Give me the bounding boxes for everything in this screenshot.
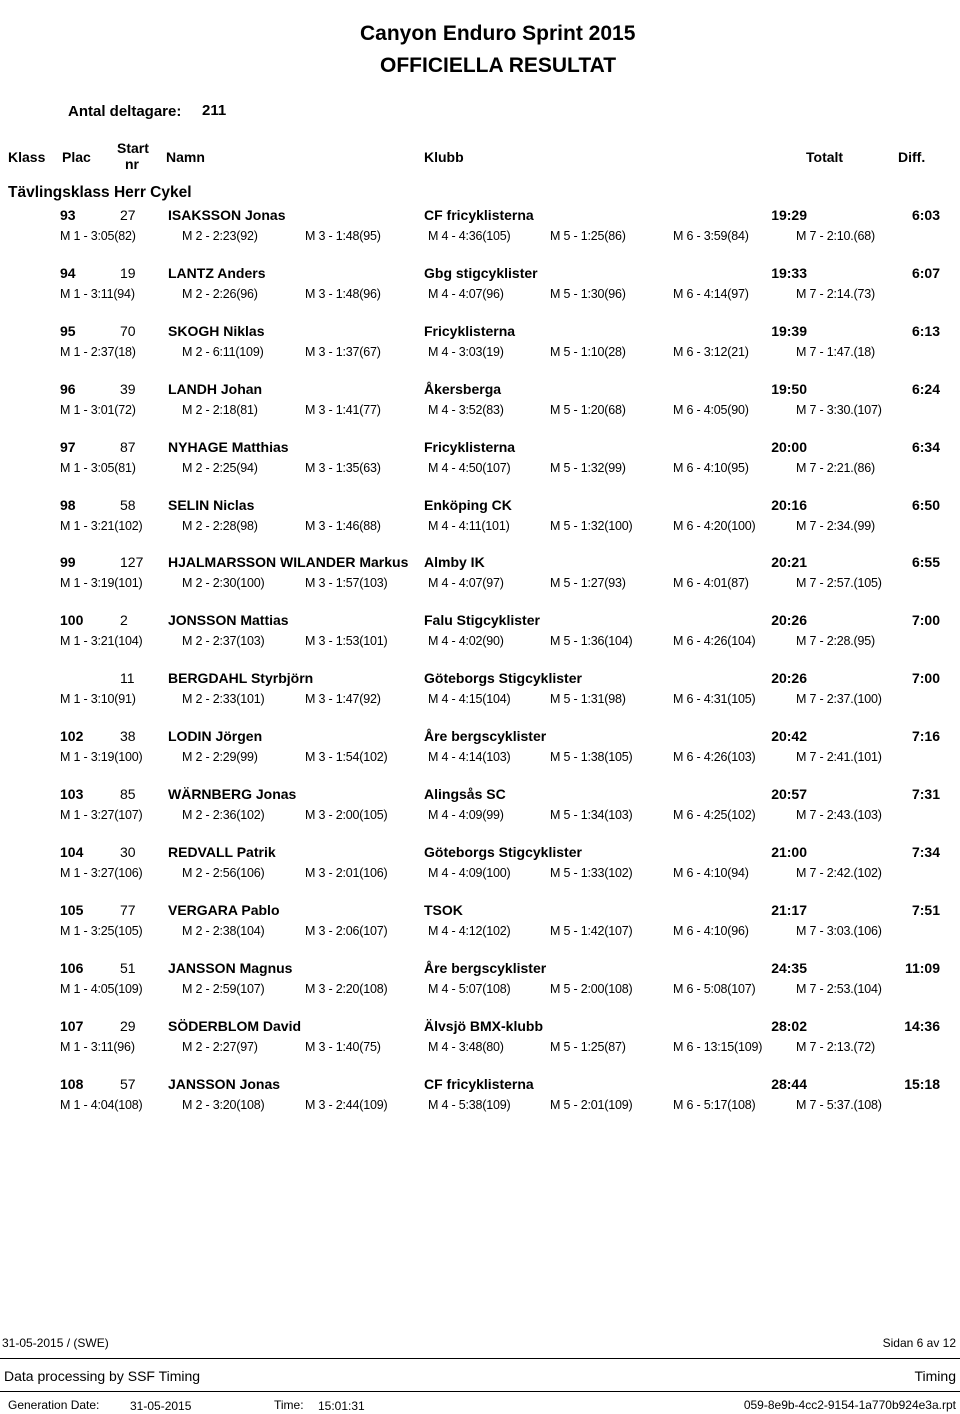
segment-time: M 5 - 1:25(87) xyxy=(550,1039,626,1054)
segment-time: M 5 - 1:10(28) xyxy=(550,344,626,359)
segment-time: M 1 - 3:21(102) xyxy=(60,518,143,533)
club-name: CF fricyklisterna xyxy=(424,207,534,223)
segment-time: M 2 - 2:36(102) xyxy=(182,808,265,822)
rider-name: NYHAGE Matthias xyxy=(168,438,289,455)
placement: 104 xyxy=(60,843,84,860)
start-number: 2 xyxy=(120,612,128,629)
result-entry xyxy=(0,439,960,497)
segment-time: M 4 - 4:09(100) xyxy=(428,865,511,880)
time-value: 15:01:31 xyxy=(318,1399,365,1413)
col-namn: Namn xyxy=(166,149,205,165)
placement: 96 xyxy=(60,380,76,397)
rider-name: LANTZ Anders xyxy=(168,264,266,281)
time-label: Time: xyxy=(274,1398,304,1412)
placement: 100 xyxy=(60,612,84,629)
segment-time: M 2 - 2:27(97) xyxy=(182,1039,258,1054)
club-name: Alingsås SC xyxy=(424,786,506,802)
rider-name: JANSSON Magnus xyxy=(168,959,293,976)
segment-time: M 6 - 4:10(95) xyxy=(673,460,749,475)
segment-time: M 4 - 4:02(90) xyxy=(428,634,504,649)
segment-time: M 7 - 2:37.(100) xyxy=(796,692,882,707)
segment-time: M 1 - 3:27(106) xyxy=(60,865,143,880)
rider-name: ISAKSSON Jonas xyxy=(168,207,286,223)
segment-time: M 3 - 2:00(105) xyxy=(305,808,388,822)
col-klubb: Klubb xyxy=(424,149,464,165)
total-time: 24:35 xyxy=(771,959,807,976)
segment-time: M 1 - 3:05(81) xyxy=(60,460,136,475)
segment-time: M 3 - 1:37(67) xyxy=(305,344,381,359)
club-name: Göteborgs Stigcyklister xyxy=(424,670,582,687)
club-name: Almby IK xyxy=(424,554,485,571)
club-name: Åre bergscyklister xyxy=(424,959,547,976)
segment-time: M 1 - 4:05(109) xyxy=(60,981,143,996)
segment-time: M 7 - 2:43.(103) xyxy=(796,808,882,822)
club-name: Älvsjö BMX-klubb xyxy=(424,1017,544,1034)
segment-time: M 6 - 4:26(104) xyxy=(673,634,756,649)
time-diff: 6:13 xyxy=(911,322,940,339)
placement: 93 xyxy=(60,207,76,223)
segment-time: M 1 - 3:05(82) xyxy=(60,229,136,243)
start-number: 11 xyxy=(120,670,135,687)
segment-time: M 2 - 2:30(100) xyxy=(182,576,265,591)
time-diff: 7:00 xyxy=(911,670,940,687)
placement: 95 xyxy=(60,322,76,339)
segment-time: M 7 - 5:37.(108) xyxy=(796,1097,882,1112)
segment-time: M 2 - 2:29(99) xyxy=(182,750,258,765)
segment-time: M 3 - 1:35(63) xyxy=(305,460,381,475)
result-entry xyxy=(0,786,960,844)
start-number: 27 xyxy=(120,207,136,223)
start-number: 30 xyxy=(120,843,136,860)
segment-time: M 4 - 5:07(108) xyxy=(428,981,511,996)
total-time: 19:33 xyxy=(771,264,807,281)
rider-name: LANDH Johan xyxy=(168,380,263,397)
club-name: Åkersberga xyxy=(424,380,502,397)
segment-time: M 1 - 3:19(101) xyxy=(60,576,143,591)
col-diff: Diff. xyxy=(898,149,926,165)
segment-time: M 1 - 3:21(104) xyxy=(60,634,143,649)
segment-time: M 2 - 2:25(94) xyxy=(182,460,258,475)
rider-name: VERGARA Pablo xyxy=(168,901,280,918)
placement: 98 xyxy=(60,496,76,513)
segment-time: M 7 - 2:57.(105) xyxy=(796,576,882,591)
club-name: Gbg stigcyklister xyxy=(424,264,538,281)
segment-time: M 7 - 2:28.(95) xyxy=(796,634,875,649)
col-plac: Plac xyxy=(62,149,91,165)
segment-time: M 2 - 2:23(92) xyxy=(182,229,258,243)
segment-time: M 1 - 3:25(105) xyxy=(60,923,143,938)
segment-time: M 3 - 2:20(108) xyxy=(305,981,388,996)
col-totalt: Totalt xyxy=(806,149,844,165)
segment-time: M 2 - 2:59(107) xyxy=(182,981,265,996)
total-time: 20:16 xyxy=(771,496,807,513)
start-number: 77 xyxy=(120,901,136,918)
section-title: Tävlingsklass Herr Cykel xyxy=(8,184,192,201)
result-entry xyxy=(0,902,960,960)
segment-time: M 2 - 2:56(106) xyxy=(182,865,265,880)
segment-time: M 5 - 1:36(104) xyxy=(550,634,633,649)
segment-time: M 3 - 1:57(103) xyxy=(305,576,388,591)
segment-time: M 3 - 2:06(107) xyxy=(305,923,388,938)
time-diff: 11:09 xyxy=(904,959,940,976)
rider-name: LODIN Jörgen xyxy=(168,728,263,745)
segment-time: M 5 - 1:32(100) xyxy=(550,518,633,533)
segment-time: M 7 - 2:41.(101) xyxy=(796,750,882,765)
placement: 94 xyxy=(60,264,76,281)
segment-time: M 6 - 13:15(109) xyxy=(673,1039,763,1054)
placement: 102 xyxy=(60,728,84,745)
segment-time: M 6 - 4:20(100) xyxy=(673,518,756,533)
segment-time: M 5 - 1:38(105) xyxy=(550,750,633,765)
total-time: 19:29 xyxy=(771,207,807,223)
result-entry xyxy=(0,207,960,265)
report-subtitle: OFFICIELLA RESULTAT xyxy=(380,54,617,77)
segment-time: M 4 - 4:11(101) xyxy=(428,518,510,533)
segment-time: M 6 - 5:08(107) xyxy=(673,981,756,996)
segment-time: M 1 - 3:11(94) xyxy=(60,286,135,301)
segment-time: M 6 - 3:59(84) xyxy=(673,229,749,243)
placement: 108 xyxy=(60,1075,84,1092)
segment-time: M 6 - 4:10(94) xyxy=(673,865,749,880)
total-time: 21:17 xyxy=(771,901,807,918)
segment-time: M 5 - 1:25(86) xyxy=(550,229,626,243)
segment-time: M 7 - 2:10.(68) xyxy=(796,229,875,243)
club-name: CF fricyklisterna xyxy=(424,1075,534,1092)
segment-time: M 7 - 2:14.(73) xyxy=(796,286,875,301)
start-number: 57 xyxy=(120,1075,136,1092)
start-number: 58 xyxy=(120,496,136,513)
footer-divider-top xyxy=(0,1358,960,1359)
segment-time: M 7 - 2:21.(86) xyxy=(796,460,875,475)
segment-time: M 4 - 4:36(105) xyxy=(428,229,511,243)
segment-time: M 5 - 1:31(98) xyxy=(550,692,626,707)
segment-time: M 6 - 4:14(97) xyxy=(673,286,749,301)
segment-time: M 4 - 4:14(103) xyxy=(428,750,511,765)
segment-time: M 5 - 1:32(99) xyxy=(550,460,626,475)
segment-time: M 5 - 1:42(107) xyxy=(550,923,633,938)
segment-time: M 4 - 4:15(104) xyxy=(428,692,511,707)
segment-time: M 3 - 1:46(88) xyxy=(305,518,381,533)
time-diff: 6:24 xyxy=(911,380,940,397)
report-file: 059-8e9b-4cc2-9154-1a770b924e3a.rpt xyxy=(743,1398,956,1412)
segment-time: M 1 - 4:04(108) xyxy=(60,1097,143,1112)
time-diff: 6:55 xyxy=(911,554,940,571)
total-time: 28:44 xyxy=(771,1075,807,1092)
segment-time: M 5 - 1:34(103) xyxy=(550,808,633,822)
time-diff: 14:36 xyxy=(904,1017,940,1034)
segment-time: M 2 - 3:20(108) xyxy=(182,1097,265,1112)
segment-time: M 1 - 3:27(107) xyxy=(60,808,143,822)
rider-name: SKOGH Niklas xyxy=(168,322,265,339)
placement: 107 xyxy=(60,1017,84,1034)
segment-time: M 4 - 5:38(109) xyxy=(428,1097,511,1112)
time-diff: 7:51 xyxy=(911,901,940,918)
generation-date-label: Generation Date: xyxy=(8,1398,100,1412)
segment-time: M 7 - 2:53.(104) xyxy=(796,981,882,996)
result-entry xyxy=(0,612,960,670)
club-name: Fricyklisterna xyxy=(424,322,516,339)
total-time: 20:21 xyxy=(771,554,807,571)
segment-time: M 2 - 2:28(98) xyxy=(182,518,258,533)
placement: 97 xyxy=(60,438,76,455)
col-nr: nr xyxy=(125,156,139,172)
generation-date: 31-05-2015 xyxy=(130,1399,192,1413)
rider-name: SELIN Niclas xyxy=(168,496,255,513)
rider-name: REDVALL Patrik xyxy=(168,843,276,860)
time-diff: 6:07 xyxy=(911,264,940,281)
placement: 103 xyxy=(60,786,84,802)
segment-time: M 1 - 3:19(100) xyxy=(60,750,143,765)
segment-time: M 3 - 1:53(101) xyxy=(305,634,388,649)
result-entry xyxy=(0,1018,960,1076)
segment-time: M 1 - 3:01(72) xyxy=(60,402,136,417)
segment-time: M 3 - 1:41(77) xyxy=(305,402,381,417)
segment-time: M 6 - 4:05(90) xyxy=(673,402,749,417)
rider-name: SÖDERBLOM David xyxy=(168,1017,302,1034)
segment-time: M 5 - 1:27(93) xyxy=(550,576,626,591)
segment-time: M 1 - 3:10(91) xyxy=(60,692,136,707)
segment-time: M 4 - 3:52(83) xyxy=(428,402,504,417)
result-entry xyxy=(0,844,960,902)
start-number: 38 xyxy=(120,728,136,745)
segment-time: M 5 - 1:33(102) xyxy=(550,865,633,880)
result-entry xyxy=(0,670,960,728)
total-time: 28:02 xyxy=(771,1017,807,1034)
time-diff: 7:34 xyxy=(911,843,940,860)
segment-time: M 3 - 1:54(102) xyxy=(305,750,388,765)
club-name: Enköping CK xyxy=(424,496,512,513)
segment-time: M 3 - 1:40(75) xyxy=(305,1039,381,1054)
segment-time: M 6 - 4:25(102) xyxy=(673,808,756,822)
segment-time: M 6 - 4:10(96) xyxy=(673,923,749,938)
total-time: 20:00 xyxy=(771,438,807,455)
segment-time: M 6 - 4:01(87) xyxy=(673,576,749,591)
segment-time: M 2 - 2:38(104) xyxy=(182,923,265,938)
placement: 99 xyxy=(60,554,76,571)
segment-time: M 3 - 1:48(96) xyxy=(305,286,381,301)
report-title: Canyon Enduro Sprint 2015 xyxy=(360,22,636,45)
time-diff: 6:03 xyxy=(911,207,940,223)
club-name: Falu Stigcyklister xyxy=(424,612,540,629)
time-diff: 6:50 xyxy=(911,496,940,513)
total-time: 20:57 xyxy=(771,786,807,802)
segment-time: M 5 - 1:20(68) xyxy=(550,402,626,417)
segment-time: M 3 - 1:47(92) xyxy=(305,692,381,707)
result-entry xyxy=(0,554,960,612)
club-name: Fricyklisterna xyxy=(424,438,516,455)
participants-count: 211 xyxy=(202,102,227,119)
segment-time: M 7 - 2:13.(72) xyxy=(796,1039,875,1054)
footer-date-line: 31-05-2015 / (SWE) xyxy=(2,1336,109,1350)
start-number: 127 xyxy=(120,554,144,571)
start-number: 85 xyxy=(120,786,136,802)
segment-time: M 7 - 2:42.(102) xyxy=(796,865,882,880)
segment-time: M 3 - 2:01(106) xyxy=(305,865,388,880)
result-entry xyxy=(0,323,960,381)
segment-time: M 4 - 4:09(99) xyxy=(428,808,504,822)
result-entry xyxy=(0,381,960,439)
page-number: Sidan 6 av 12 xyxy=(882,1336,956,1350)
total-time: 20:42 xyxy=(771,728,807,745)
placement: 105 xyxy=(60,901,84,918)
segment-time: M 1 - 2:37(18) xyxy=(60,344,136,359)
segment-time: M 6 - 5:17(108) xyxy=(673,1097,756,1112)
segment-time: M 4 - 3:03(19) xyxy=(428,344,504,359)
club-name: Göteborgs Stigcyklister xyxy=(424,843,582,860)
rider-name: WÄRNBERG Jonas xyxy=(168,786,297,802)
timing-credit: Timing xyxy=(914,1368,956,1384)
segment-time: M 4 - 4:12(102) xyxy=(428,923,511,938)
time-diff: 7:31 xyxy=(911,786,940,802)
segment-time: M 4 - 3:48(80) xyxy=(428,1039,504,1054)
col-start: Start xyxy=(117,140,149,156)
segment-time: M 5 - 1:30(96) xyxy=(550,286,626,301)
segment-time: M 2 - 2:26(96) xyxy=(182,286,258,301)
segment-time: M 6 - 4:31(105) xyxy=(673,692,756,707)
start-number: 87 xyxy=(120,438,136,455)
segment-time: M 2 - 6:11(109) xyxy=(182,344,264,359)
result-entry xyxy=(0,960,960,1018)
total-time: 21:00 xyxy=(771,843,807,860)
footer-divider-bottom xyxy=(0,1391,960,1392)
total-time: 19:39 xyxy=(771,322,807,339)
segment-time: M 7 - 2:34.(99) xyxy=(796,518,875,533)
club-name: Åre bergscyklister xyxy=(424,728,547,745)
processing-credit: Data processing by SSF Timing xyxy=(4,1368,201,1384)
rider-name: HJALMARSSON WILANDER Markus xyxy=(168,554,409,571)
time-diff: 7:16 xyxy=(911,728,940,745)
placement: 106 xyxy=(60,959,84,976)
segment-time: M 7 - 1:47.(18) xyxy=(796,344,875,359)
segment-time: M 7 - 3:03.(106) xyxy=(796,923,882,938)
result-entry xyxy=(0,497,960,555)
segment-time: M 5 - 2:01(109) xyxy=(550,1097,633,1112)
segment-time: M 1 - 3:11(96) xyxy=(60,1039,135,1054)
col-klass: Klass xyxy=(8,149,46,165)
segment-time: M 4 - 4:07(96) xyxy=(428,286,504,301)
segment-time: M 5 - 2:00(108) xyxy=(550,981,633,996)
result-entry xyxy=(0,728,960,786)
result-entry xyxy=(0,1076,960,1134)
segment-time: M 6 - 4:26(103) xyxy=(673,750,756,765)
total-time: 20:26 xyxy=(771,612,807,629)
participants-label: Antal deltagare: xyxy=(68,103,182,120)
start-number: 51 xyxy=(120,959,136,976)
start-number: 29 xyxy=(120,1017,136,1034)
rider-name: JANSSON Jonas xyxy=(168,1075,281,1092)
time-diff: 6:34 xyxy=(911,438,940,455)
segment-time: M 2 - 2:37(103) xyxy=(182,634,265,649)
total-time: 20:26 xyxy=(771,670,807,687)
segment-time: M 4 - 4:50(107) xyxy=(428,460,511,475)
rider-name: BERGDAHL Styrbjörn xyxy=(168,670,314,687)
segment-time: M 3 - 2:44(109) xyxy=(305,1097,388,1112)
start-number: 39 xyxy=(120,380,136,397)
segment-time: M 7 - 3:30.(107) xyxy=(796,402,882,417)
segment-time: M 2 - 2:18(81) xyxy=(182,402,258,417)
time-diff: 7:00 xyxy=(911,612,940,629)
rider-name: JONSSON Mattias xyxy=(168,612,289,629)
club-name: TSOK xyxy=(424,901,463,918)
segment-time: M 6 - 3:12(21) xyxy=(673,344,749,359)
segment-time: M 2 - 2:33(101) xyxy=(182,692,265,707)
time-diff: 15:18 xyxy=(904,1075,940,1092)
start-number: 19 xyxy=(120,264,136,281)
segment-time: M 3 - 1:48(95) xyxy=(305,229,381,243)
total-time: 19:50 xyxy=(771,380,807,397)
start-number: 70 xyxy=(120,322,136,339)
segment-time: M 4 - 4:07(97) xyxy=(428,576,504,591)
result-entry xyxy=(0,265,960,323)
